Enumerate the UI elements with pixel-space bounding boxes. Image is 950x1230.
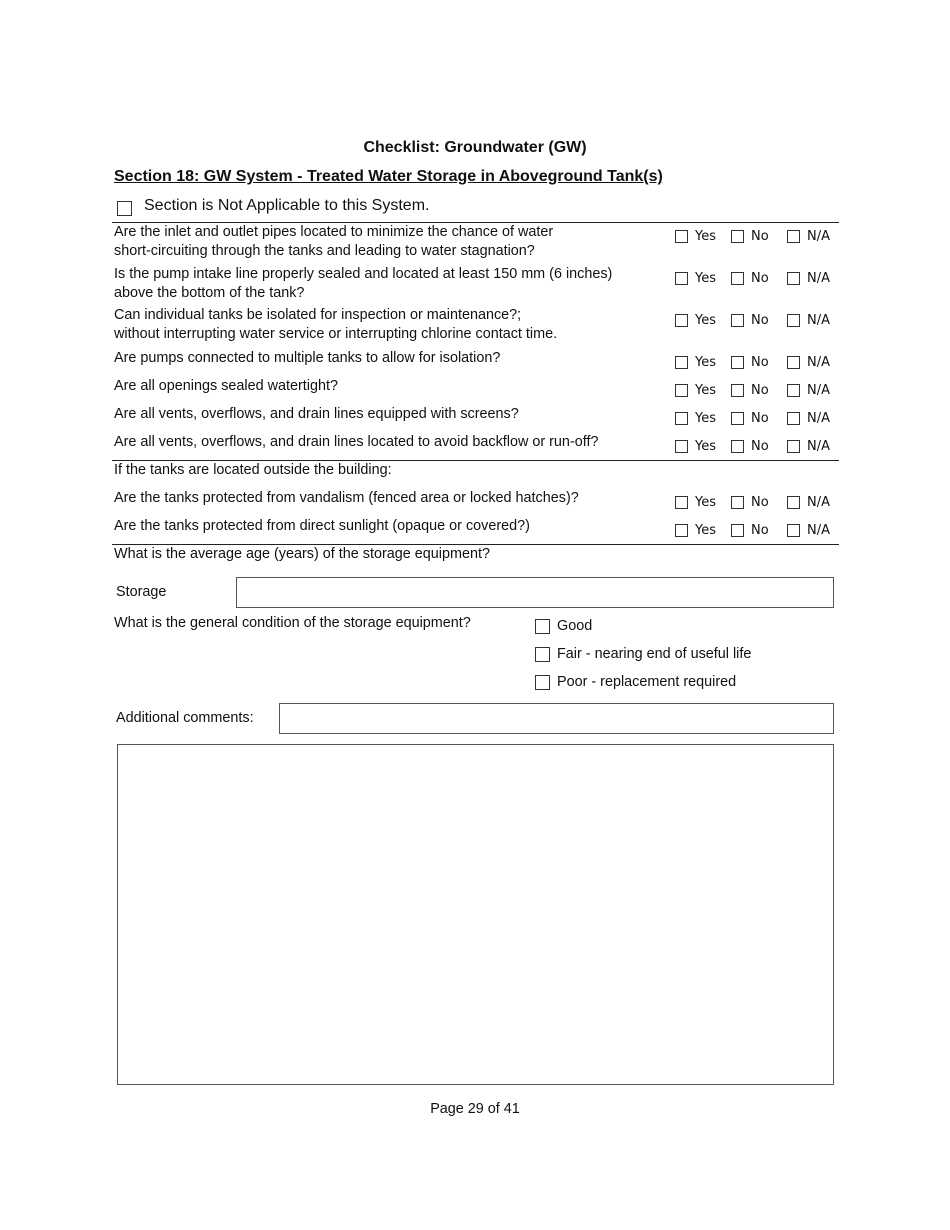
question-6: Are all vents, overflows, and drain lines equipped with screens?	[114, 406, 519, 422]
q3-na-checkbox[interactable]	[787, 314, 800, 327]
question-4: Are pumps connected to multiple tanks to allow for isolation?	[114, 350, 501, 366]
question-3-options: Yes No N/A	[675, 313, 830, 328]
question-1-options: Yes No N/A	[675, 229, 830, 244]
outside-question-2-options: Yes No N/A	[675, 523, 830, 538]
outside-question-2: Are the tanks protected from direct sunlight (opaque or covered?)	[114, 518, 530, 534]
q4-no-checkbox[interactable]	[731, 356, 744, 369]
oq2-no-checkbox[interactable]	[731, 524, 744, 537]
page-number: Page 29 of 41	[430, 1101, 520, 1117]
oq1-na-checkbox[interactable]	[787, 496, 800, 509]
q2-na-checkbox[interactable]	[787, 272, 800, 285]
question-3: Can individual tanks be isolated for inspection or maintenance?; without interrupting water service or interrupting chlorine contact time.	[114, 307, 558, 342]
q7-no-checkbox[interactable]	[731, 440, 744, 453]
oq1-yes-checkbox[interactable]	[675, 496, 688, 509]
q6-na-checkbox[interactable]	[787, 412, 800, 425]
comments-input[interactable]	[279, 703, 834, 734]
condition-poor-checkbox[interactable]	[535, 675, 550, 690]
q7-yes-checkbox[interactable]	[675, 440, 688, 453]
question-2-options: Yes No N/A	[675, 271, 830, 286]
outside-heading: If the tanks are located outside the building:	[114, 462, 392, 478]
q4-na-checkbox[interactable]	[787, 356, 800, 369]
q1-yes-checkbox[interactable]	[675, 230, 688, 243]
q7-na-checkbox[interactable]	[787, 440, 800, 453]
condition-option-fair: Fair - nearing end of useful life	[535, 646, 751, 662]
not-applicable-checkbox[interactable]	[117, 201, 132, 216]
question-7-options: Yes No N/A	[675, 439, 830, 454]
oq1-no-checkbox[interactable]	[731, 496, 744, 509]
storage-age-input[interactable]	[236, 577, 834, 608]
q5-na-checkbox[interactable]	[787, 384, 800, 397]
condition-question: What is the general condition of the storage equipment?	[114, 615, 471, 631]
question-2: Is the pump intake line properly sealed and located at least 150 mm (6 inches) above the bottom of the tank?	[114, 266, 613, 301]
q2-no-checkbox[interactable]	[731, 272, 744, 285]
q1-no-checkbox[interactable]	[731, 230, 744, 243]
outside-question-1: Are the tanks protected from vandalism (fenced area or locked hatches)?	[114, 490, 579, 506]
question-7: Are all vents, overflows, and drain lines located to avoid backflow or run-off?	[114, 434, 599, 450]
age-question: What is the average age (years) of the storage equipment?	[114, 546, 490, 562]
q5-no-checkbox[interactable]	[731, 384, 744, 397]
q5-yes-checkbox[interactable]	[675, 384, 688, 397]
q3-yes-checkbox[interactable]	[675, 314, 688, 327]
condition-good-checkbox[interactable]	[535, 619, 550, 634]
question-1: Are the inlet and outlet pipes located to minimize the chance of water short-circuiting through the tanks and leading to water stagnation?	[114, 224, 554, 259]
outside-question-1-options: Yes No N/A	[675, 495, 830, 510]
q4-yes-checkbox[interactable]	[675, 356, 688, 369]
q6-yes-checkbox[interactable]	[675, 412, 688, 425]
q1-na-checkbox[interactable]	[787, 230, 800, 243]
question-6-options: Yes No N/A	[675, 411, 830, 426]
question-4-options: Yes No N/A	[675, 355, 830, 370]
oq2-na-checkbox[interactable]	[787, 524, 800, 537]
condition-fair-checkbox[interactable]	[535, 647, 550, 662]
condition-option-good: Good	[535, 618, 592, 634]
q2-yes-checkbox[interactable]	[675, 272, 688, 285]
q6-no-checkbox[interactable]	[731, 412, 744, 425]
section-heading: Section 18: GW System - Treated Water Storage in Aboveground Tank(s)	[114, 168, 663, 185]
not-applicable-label: Section is Not Applicable to this System.	[144, 197, 430, 214]
condition-option-poor: Poor - replacement required	[535, 674, 736, 690]
not-applicable-row	[114, 196, 429, 216]
oq2-yes-checkbox[interactable]	[675, 524, 688, 537]
comments-label: Additional comments:	[116, 710, 254, 726]
question-5-options: Yes No N/A	[675, 383, 830, 398]
comments-textarea[interactable]	[117, 744, 834, 1085]
q3-no-checkbox[interactable]	[731, 314, 744, 327]
question-5: Are all openings sealed watertight?	[114, 378, 338, 394]
page-title: Checklist: Groundwater (GW)	[363, 139, 587, 156]
storage-label: Storage	[116, 584, 167, 600]
